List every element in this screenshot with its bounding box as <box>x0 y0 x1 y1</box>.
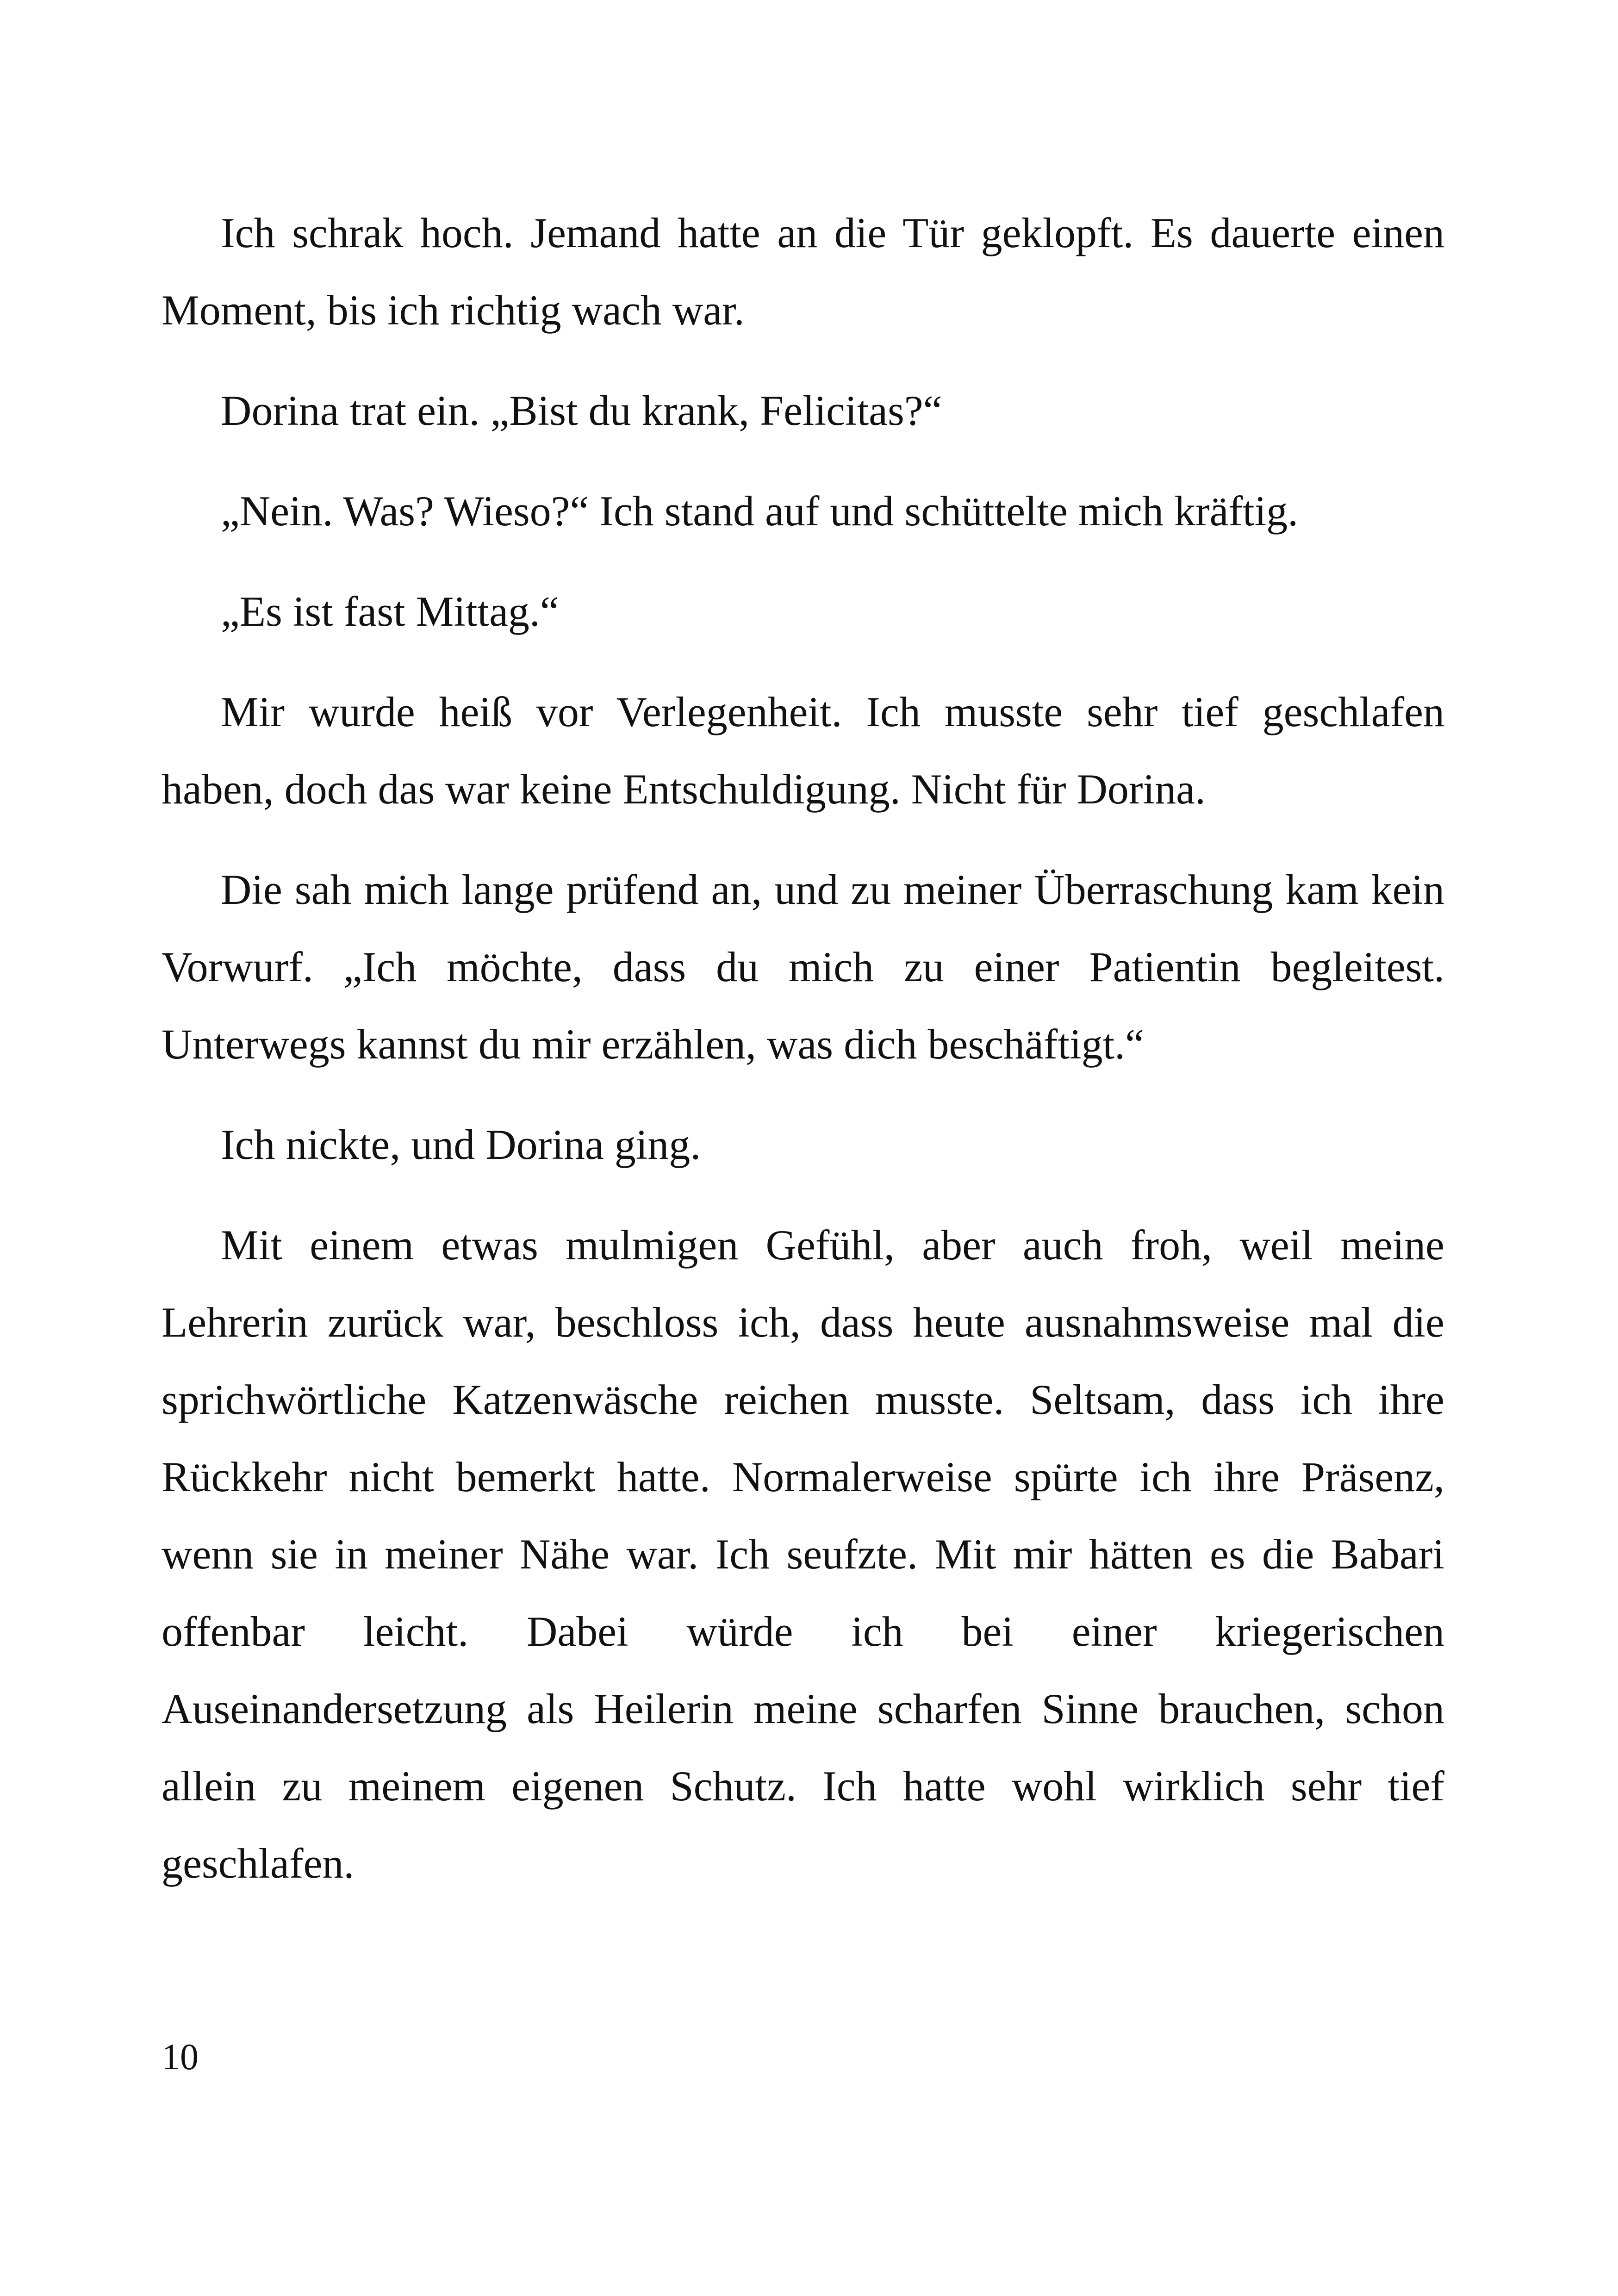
paragraph: Mir wurde heiß vor Verlegenheit. Ich musste sehr tief geschlafen haben, doch das war keine Entschuldigung. Nicht für Dorina. <box>162 688 1444 813</box>
page-number: 10 <box>162 2037 199 2078</box>
body-text <box>162 194 1444 1925</box>
paragraph: „Es ist fast Mittag.“ <box>221 588 559 635</box>
paragraph: Dorina trat ein. „Bist du krank, Felicitas?“ <box>221 387 942 434</box>
paragraph: Mit einem etwas mulmigen Gefühl, aber auch froh, weil meine Lehrerin zurück war, beschloss ich, dass heute ausnahmsweise mal die sprichwörtliche Katzenwäsche reichen musste. Seltsam, dass ich ihre Rückkehr nicht bemerkt hatte. Normalerweise spürte ich ihre Präsenz, wenn sie in meiner Nähe war. Ich seufzte. Mit mir hätten es die Babari offenbar leicht. Dabei würde ich bei einer kriegerischen Auseinandersetzung als Heilerin meine scharfen Sinne brauchen, schon allein zu meinem eigenen Schutz. Ich hatte wohl wirklich sehr tief geschlafen. <box>162 1221 1444 1887</box>
paragraph: Ich schrak hoch. Jemand hatte an die Tür geklopft. Es dauerte einen Moment, bis ich richtig wach war. <box>162 209 1444 334</box>
paragraph: Ich nickte, und Dorina ging. <box>221 1121 701 1168</box>
paragraph: „Nein. Was? Wieso?“ Ich stand auf und schüttelte mich kräftig. <box>221 487 1299 535</box>
paragraph: Die sah mich lange prüfend an, und zu meiner Überraschung kam kein Vorwurf. „Ich möchte, dass du mich zu einer Patientin begleitest. Unterwegs kannst du mir erzählen, was dich beschäftigt.“ <box>162 866 1444 1068</box>
